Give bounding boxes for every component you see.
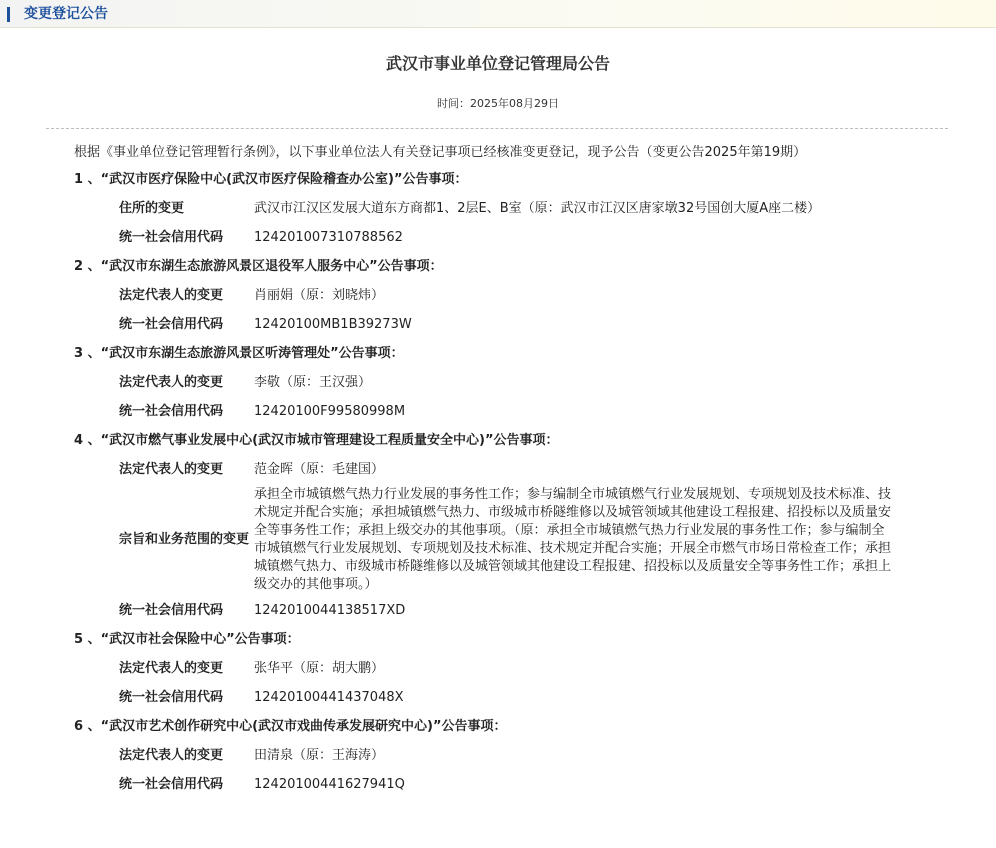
item-row (74, 741, 954, 770)
item-row (74, 194, 954, 223)
item-value: 12420100441437048X (254, 689, 404, 705)
document-time: 时间：2025年08月29日 (437, 97, 559, 110)
item-row (74, 683, 954, 712)
section-title: 1 、“武汉市医疗保险中心(武汉市医疗保险稽查办公室)”公告事项： (74, 172, 468, 187)
document-title: 武汉市事业单位登记管理局公告 (385, 54, 610, 73)
item-value: 李敬（原：王汉强） (254, 374, 372, 390)
item-label: 法定代表人的变更 (119, 461, 224, 477)
item-label: 法定代表人的变更 (119, 374, 224, 390)
item-label: 统一社会信用代码 (119, 776, 224, 792)
section-header-title: 变更登记公告 (24, 6, 108, 22)
item-value: 田清泉（原：王海涛） (254, 747, 385, 763)
announcement-section (74, 252, 954, 339)
item-value: 12420100F99580998M (254, 403, 406, 419)
section-title: 3 、“武汉市东湖生态旅游风景区听涛管理处”公告事项： (74, 346, 404, 361)
announcement-body (74, 143, 954, 799)
item-value: 张华平（原：胡大鹏） (254, 660, 385, 676)
item-label: 统一社会信用代码 (119, 602, 224, 618)
header-accent-mark (7, 7, 10, 22)
item-label: 统一社会信用代码 (119, 689, 224, 705)
section-title: 6 、“武汉市艺术创作研究中心(武汉市戏曲传承发展研究中心)”公告事项： (74, 719, 507, 734)
announcement-section (74, 426, 954, 625)
announcement-section (74, 339, 954, 426)
item-row (74, 770, 954, 799)
item-value: 武汉市江汉区发展大道东方商都1、2层E、B室（原：武汉市江汉区唐家墩32号国创大厦A座二楼） (254, 200, 821, 216)
item-value: 1242010044138517XD (254, 602, 406, 618)
item-label: 统一社会信用代码 (119, 316, 224, 332)
item-row (74, 281, 954, 310)
item-label: 法定代表人的变更 (119, 660, 224, 676)
item-label: 统一社会信用代码 (119, 403, 224, 419)
item-row (74, 484, 954, 596)
announcement-section (74, 165, 954, 252)
section-title: 5 、“武汉市社会保险中心”公告事项： (74, 632, 300, 647)
item-label: 统一社会信用代码 (119, 229, 224, 245)
item-label: 法定代表人的变更 (119, 747, 224, 763)
item-row (74, 654, 954, 683)
item-label: 法定代表人的变更 (119, 287, 224, 303)
announcement-section (74, 712, 954, 799)
item-row (74, 596, 954, 625)
item-row (74, 368, 954, 397)
section-title: 4 、“武汉市燃气事业发展中心(武汉市城市管理建设工程质量安全中心)”公告事项： (74, 433, 559, 448)
section-title: 2 、“武汉市东湖生态旅游风景区退役军人服务中心”公告事项： (74, 259, 443, 274)
item-row (74, 397, 954, 426)
item-label: 宗旨和业务范围的变更 (119, 532, 250, 547)
item-value: 肖丽娟（原：刘晓炜） (254, 287, 385, 303)
item-value: 范金晖（原：毛建国） (254, 461, 385, 477)
item-row (74, 223, 954, 252)
intro-paragraph: 根据《事业单位登记管理暂行条例》，以下事业单位法人有关登记事项已经核准变更登记，现予公告（变更公告2025年第19期） (74, 145, 807, 160)
item-value: 12420100MB1B39273W (254, 316, 412, 332)
item-value: 12420100441627941Q (254, 776, 405, 792)
item-row (74, 455, 954, 484)
item-value: 承担全市城镇燃气热力行业发展的事务性工作；参与编制全市城镇燃气行业发展规划、专项规划及技术标准、技术规定并配合实施；承担城镇燃气热力、市级城市桥隧维修以及城管领域其他建设工程报建、招投标以及质量安全等事务性工作；承担上级交办的其他事项。（原：承担全市城镇燃气热力行业发展的事务性工作；参与编制全市城镇燃气行业发展规划、专项规划及技术标准、技术规定并配合实施；开展全市燃气市场日常检查工作；承担城镇燃气热力、市级城市桥隧维修以及城管领域其他建设工程报建、招投标以及质量安全等事务性工作；承担上级交办的其他事项。） (254, 487, 892, 592)
item-label: 住所的变更 (119, 200, 185, 216)
item-value: 124201007310788562 (254, 229, 403, 245)
dashed-divider (46, 128, 948, 129)
item-row (74, 310, 954, 339)
section-header-bar (0, 0, 996, 28)
announcement-section (74, 625, 954, 712)
